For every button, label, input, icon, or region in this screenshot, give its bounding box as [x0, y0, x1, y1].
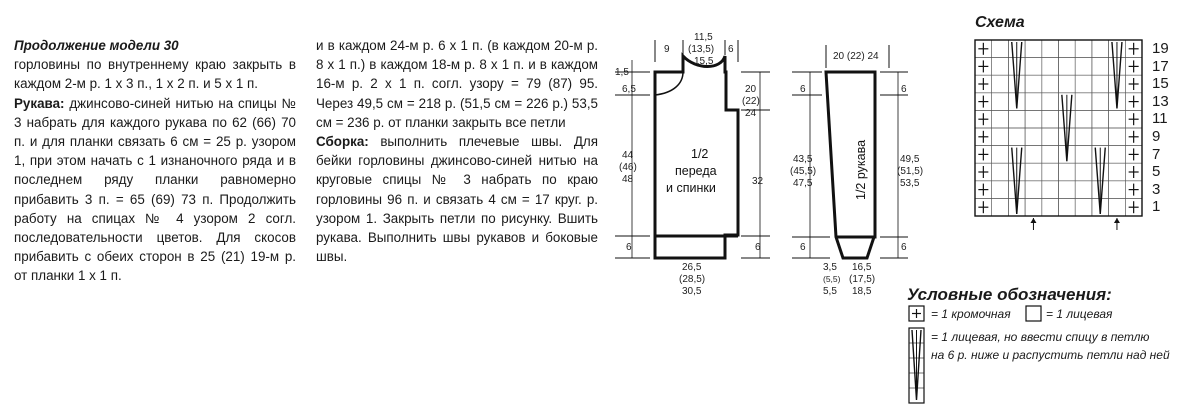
scheme-cell	[1059, 198, 1076, 216]
scheme-cell	[1109, 163, 1126, 181]
scheme-cell	[1042, 75, 1059, 93]
scheme-cell	[1025, 75, 1042, 93]
scheme-cell	[1008, 110, 1025, 128]
scheme-cell	[1109, 146, 1126, 164]
scheme-cell	[1109, 110, 1126, 128]
dim-bottom-1: 26,5	[682, 262, 702, 273]
scheme-row-number: 5	[1152, 163, 1161, 181]
scheme-row-number: 11	[1152, 110, 1168, 128]
scheme-cell	[992, 181, 1009, 199]
scheme-title: Схема	[975, 14, 1025, 31]
sleeve-dim-left-43: 43,5	[793, 154, 813, 165]
scheme-cell	[1008, 128, 1025, 146]
scheme-row-number: 1	[1152, 198, 1161, 216]
section-title: Продолжение модели 30	[14, 38, 179, 53]
dim-left-6: 6	[626, 242, 632, 253]
sleeve-dim-bl-1: 3,5	[823, 262, 837, 273]
sleeve-dim-left-6: 6	[800, 84, 806, 95]
knit-stitch-symbol	[1026, 306, 1041, 321]
sleeve-label: 1/2 рукава	[854, 139, 868, 200]
scheme-cell	[992, 75, 1009, 93]
scheme-cell	[1075, 198, 1092, 216]
sleeve-dim-right-51: (51,5)	[897, 166, 924, 177]
scheme-cell	[1042, 40, 1059, 58]
scheme-row-number: 15	[1152, 75, 1169, 93]
scheme-cell	[1092, 40, 1109, 58]
scheme-cell	[1025, 58, 1042, 76]
dim-top-left: 9	[664, 44, 670, 55]
scheme-cell	[1092, 110, 1109, 128]
dim-right-20: 20	[745, 84, 757, 95]
scheme-cell	[1042, 93, 1059, 111]
scheme-cell	[992, 198, 1009, 216]
legend-title: Условные обозначения:	[907, 285, 1112, 304]
legend-edge-stitch: = 1 кромочная	[931, 307, 1011, 321]
scheme-cell	[1059, 75, 1076, 93]
sleeve-dim-br-2: (17,5)	[849, 274, 876, 285]
scheme-cell	[1025, 128, 1042, 146]
dim-bottom-3: 30,5	[682, 286, 702, 297]
sleeve-dim-right-6b: 6	[901, 242, 907, 253]
neckline-paragraph: горловины по внутреннему краю закрыть в каждом 2-м р. 1 х 3 п., 1 х 2 п. и 5 х 1 п.	[14, 57, 296, 92]
sleeve-dim-right-53: 53,5	[900, 178, 920, 189]
scheme-row-number: 13	[1152, 92, 1169, 110]
scheme-cell	[1059, 58, 1076, 76]
scheme-cell	[992, 128, 1009, 146]
sleeve-dim-bl-2: (5,5)	[823, 274, 841, 284]
scheme-cell	[1025, 163, 1042, 181]
scheme-cell	[1025, 181, 1042, 199]
scheme-cell	[1075, 181, 1092, 199]
dim-top-mid-3: 15,5	[694, 56, 714, 67]
scheme-row-number: 17	[1152, 57, 1169, 75]
legend-knit-stitch: = 1 лицевая	[1046, 307, 1113, 321]
assembly-text: выполнить плечевые швы. Для бейки горловины джинсово-синей нитью на круговые спицы № 3 набрать по краю горловины 96 п. и связать 4 см = 17 круг. р. узором 1. Закрыть петли по рисунку. Вшить рукава. Выполнить швы рукавов и боковые швы.	[316, 134, 598, 265]
sleeve-dim-left-45: (45,5)	[790, 166, 817, 177]
scheme-cell	[1042, 181, 1059, 199]
scheme-cell	[1042, 58, 1059, 76]
scheme-cell	[1059, 40, 1076, 58]
scheme-row-number: 7	[1152, 145, 1161, 163]
sleeve-dim-bl-3: 5,5	[823, 286, 837, 297]
sleeve-dim-right-6: 6	[901, 84, 907, 95]
sleeve-dim-top: 20 (22) 24	[833, 51, 879, 62]
scheme-cell	[992, 58, 1009, 76]
legend-long-knit-1: = 1 лицевая, но ввести спицу в петлю	[931, 330, 1150, 344]
dim-left-1-5: 1,5	[615, 67, 629, 78]
sleeves-continuation: и в каждом 24-м р. 6 х 1 п. (в каждом 20-м р. 8 х 1 п.) в каждом 18-м р. 8 х 1 п. и в каждом 16-м р. 2 х 1 п. согл. узору = 79 (87) 95. Через 49,5 см = 218 р. (51,5 см = 226 р.) 53,5 см = 236 р. от планки закрыть все петли	[316, 38, 598, 130]
scheme-cell	[1042, 198, 1059, 216]
dim-bottom-2: (28,5)	[679, 274, 706, 285]
assembly-label: Сборка:	[316, 134, 369, 150]
scheme-cell	[1092, 75, 1109, 93]
dim-right-6: 6	[755, 242, 761, 253]
scheme-cell	[1109, 198, 1126, 216]
scheme-cell	[1075, 75, 1092, 93]
scheme-grid	[975, 40, 1142, 230]
scheme-arrow	[1114, 218, 1120, 223]
sleeve-dim-br-3: 18,5	[852, 286, 872, 297]
scheme-cell	[1025, 110, 1042, 128]
scheme-arrow	[1030, 218, 1036, 223]
scheme-cell	[1025, 40, 1042, 58]
dim-right-24: 24	[745, 108, 757, 119]
sleeve-dim-left-6b: 6	[800, 242, 806, 253]
scheme-cell	[1075, 163, 1092, 181]
scheme-cell	[1025, 146, 1042, 164]
dim-left-46: (46)	[619, 162, 637, 173]
scheme-cell	[1092, 128, 1109, 146]
scheme-cell	[1075, 93, 1092, 111]
dim-top-mid-2: (13,5)	[688, 44, 715, 55]
scheme-cell	[992, 163, 1009, 181]
scheme-cell	[1109, 181, 1126, 199]
dim-left-44: 44	[622, 150, 634, 161]
dim-left-48: 48	[622, 174, 634, 185]
scheme-cell	[1059, 163, 1076, 181]
legend-long-knit-2: на 6 р. ниже и распустить петли над ней	[931, 348, 1170, 362]
scheme-cell	[1075, 146, 1092, 164]
scheme-cell	[1075, 128, 1092, 146]
body-label-2: переда	[675, 164, 717, 178]
scheme-cell	[992, 146, 1009, 164]
dim-right-22: (22)	[742, 96, 760, 107]
sleeve-dim-br-1: 16,5	[852, 262, 872, 273]
scheme-cell	[1075, 110, 1092, 128]
dim-top-right: 6	[728, 44, 734, 55]
sleeve-dim-right-49: 49,5	[900, 154, 920, 165]
sleeves-label: Рукава:	[14, 95, 65, 111]
sleeve-pattern	[792, 45, 908, 258]
scheme-cell	[1092, 93, 1109, 111]
body-label-1: 1/2	[691, 147, 709, 161]
scheme-cell	[1092, 58, 1109, 76]
sleeve-dim-left-47: 47,5	[793, 178, 813, 189]
scheme-cell	[992, 40, 1009, 58]
dim-top-mid-1: 11,5	[694, 32, 713, 43]
dim-left-6-5: 6,5	[622, 84, 636, 95]
scheme-cell	[1075, 40, 1092, 58]
scheme-cell	[1042, 110, 1059, 128]
dim-right-32: 32	[752, 176, 764, 187]
scheme-cell	[992, 110, 1009, 128]
scheme-cell	[1025, 198, 1042, 216]
scheme-row-number: 3	[1152, 180, 1161, 198]
scheme-cell	[1025, 93, 1042, 111]
scheme-row-number: 9	[1152, 128, 1161, 145]
scheme-cell	[1042, 128, 1059, 146]
scheme-cell	[1075, 58, 1092, 76]
scheme-row-number: 19	[1152, 40, 1169, 57]
body-label-3: и спинки	[666, 181, 716, 195]
sleeves-text: джинсово-синей нитью на спицы № 3 набрать для каждого рукава по 62 (66) 70 п. и для планки связать 6 см = 25 р. узором 1, при этом начать с 1 изнаночного ряда и в последнем ряду планки равномерно прибавить 3 п. = 65 (69) 73 п. Продолжить работу на спицах № 4 узором 2 согл. последовательности цветов. Для скосов прибавить с обеих сторон в 25 (21) 19-м р. от планки 1 х 1 п.	[14, 95, 296, 284]
scheme-cell	[1109, 128, 1126, 146]
scheme-cell	[992, 93, 1009, 111]
scheme-cell	[1042, 163, 1059, 181]
scheme-cell	[1042, 146, 1059, 164]
scheme-cell	[1059, 181, 1076, 199]
